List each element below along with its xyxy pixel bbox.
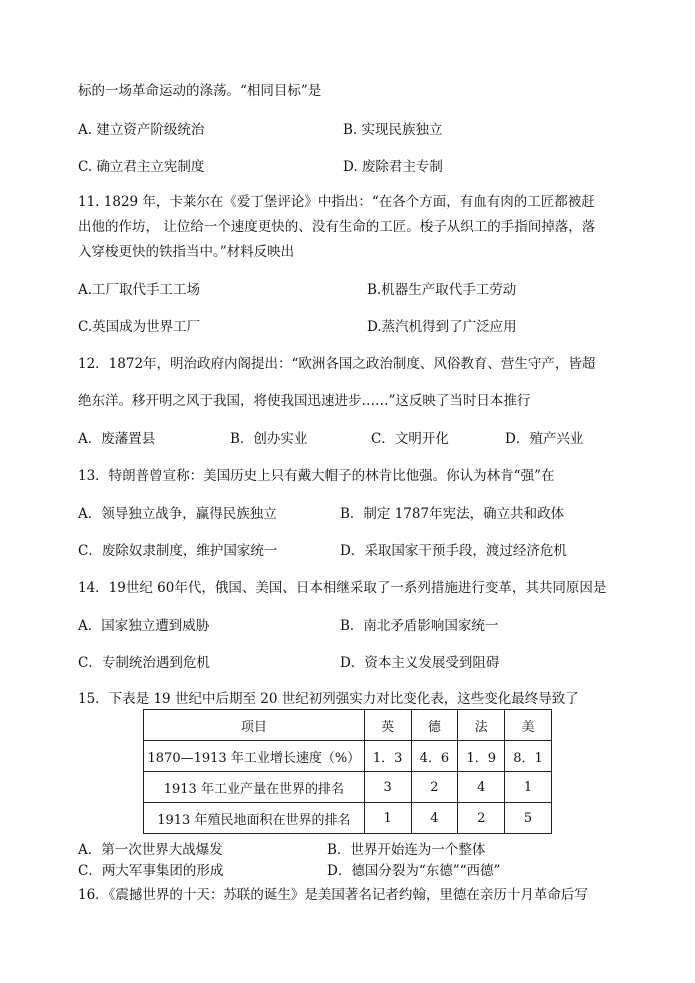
q13-option-d: D．采取国家干预手段，渡过经济危机 <box>340 543 567 559</box>
table-row <box>144 803 552 834</box>
table-row <box>144 772 552 803</box>
table-cell: 1913 年殖民地面积在世界的排名 <box>144 803 365 834</box>
q15-option-c: C．两大军事集团的形成 <box>78 863 224 879</box>
table-header-row <box>144 710 552 741</box>
table-header-cell: 德 <box>411 710 458 741</box>
q11-option-b: B.机器生产取代手工劳动 <box>367 282 517 298</box>
q14-option-a: A．国家独立遭到威胁 <box>78 618 210 634</box>
q14-stem: 14．19世纪 60年代，俄国、美国、日本相继采取了一系列措施进行变革，其共同原因是 <box>78 580 607 596</box>
q16-stem: 16．《震撼世界的十天：苏联的诞生》是美国著名记者约翰，里德在亲历十月革命后写 <box>78 887 588 903</box>
q11-option-d: D.蒸汽机得到了广泛应用 <box>367 319 517 335</box>
q15-option-d: D．德国分裂为“东德”“西德” <box>327 863 501 879</box>
table-cell: 3 <box>364 772 411 803</box>
q10-stem-tail: 标的一场革命运动的涤荡。“相同目标”是 <box>78 83 322 99</box>
table-cell: 1 <box>364 803 411 834</box>
q11-option-c: C.英国成为世界工厂 <box>78 319 201 335</box>
q13-stem: 13．特朗普曾宣称：美国历史上只有戴大帽子的林肯比他强。你认为林肯“强”在 <box>78 468 555 484</box>
table-row <box>144 741 552 772</box>
q12-option-a: A．废藩置县 <box>78 431 156 447</box>
q15-stem: 15．下表是 19 世纪中后期至 20 世纪初列强实力对比变化表，这些变化最终导致了 <box>78 691 579 707</box>
table-cell: 1870—1913 年工业增长速度（%） <box>144 741 365 772</box>
table-cell: 2 <box>411 772 458 803</box>
table-header-cell: 英 <box>364 710 411 741</box>
q11-stem-line-3: 入穿梭更快的铁指当中。”材料反映出 <box>78 244 295 260</box>
table-cell: 5 <box>505 803 552 834</box>
power-comparison-table <box>143 709 552 834</box>
q12-option-b: B．创办实业 <box>230 431 308 447</box>
table-header-cell: 法 <box>458 710 505 741</box>
q10-option-b: B. 实现民族独立 <box>343 122 443 138</box>
table-header-cell: 项目 <box>144 710 365 741</box>
q14-option-b: B．南北矛盾影响国家统一 <box>340 618 499 634</box>
q13-option-c: C．废除奴隶制度，维护国家统一 <box>78 543 278 559</box>
q10-option-a: A. 建立资产阶级统治 <box>78 122 205 138</box>
table-cell: 1 <box>505 772 552 803</box>
q15-option-b: B．世界开始连为一个整体 <box>327 842 486 858</box>
q11-option-a: A.工厂取代手工工场 <box>78 282 201 298</box>
table-header-cell: 美 <box>505 710 552 741</box>
q14-option-c: C．专制统治遇到危机 <box>78 655 210 671</box>
q15-option-a: A．第一次世界大战爆发 <box>78 842 223 858</box>
table-cell: 1．9 <box>458 741 505 772</box>
table-cell: 1913 年工业产量在世界的排名 <box>144 772 365 803</box>
q10-option-d: D. 废除君主专制 <box>343 159 443 175</box>
table-cell: 1．3 <box>364 741 411 772</box>
q13-option-b: B．制定 1787年宪法，确立共和政体 <box>340 506 565 522</box>
q10-option-c: C. 确立君主立宪制度 <box>78 159 205 175</box>
table-cell: 4．6 <box>411 741 458 772</box>
table-cell: 4 <box>411 803 458 834</box>
q12-option-d: D．殖产兴业 <box>505 431 584 447</box>
table-cell: 8．1 <box>505 741 552 772</box>
table-cell: 2 <box>458 803 505 834</box>
q11-stem-line-1: 11. 1829 年，卡莱尔在《爱丁堡评论》中指出：“在各个方面，有血有肉的工匠都被赶 <box>78 194 595 210</box>
q11-stem-line-2: 出他的作坊， 让位给一个速度更快的、没有生命的工匠。梭子从织工的手指间掉落，落 <box>78 219 596 235</box>
q13-option-a: A．领导独立战争，赢得民族独立 <box>78 506 277 522</box>
q12-stem-line-1: 12．1872年，明治政府内阁提出：“欧洲各国之政治制度、风俗教育、营生守产，皆超 <box>78 356 596 372</box>
table-cell: 4 <box>458 772 505 803</box>
q14-option-d: D．资本主义发展受到阻碍 <box>340 655 500 671</box>
q12-stem-line-2: 绝东洋。移开明之风于我国，将使我国迅速进步……”这反映了当时日本推行 <box>78 393 531 409</box>
q12-option-c: C．文明开化 <box>371 431 449 447</box>
